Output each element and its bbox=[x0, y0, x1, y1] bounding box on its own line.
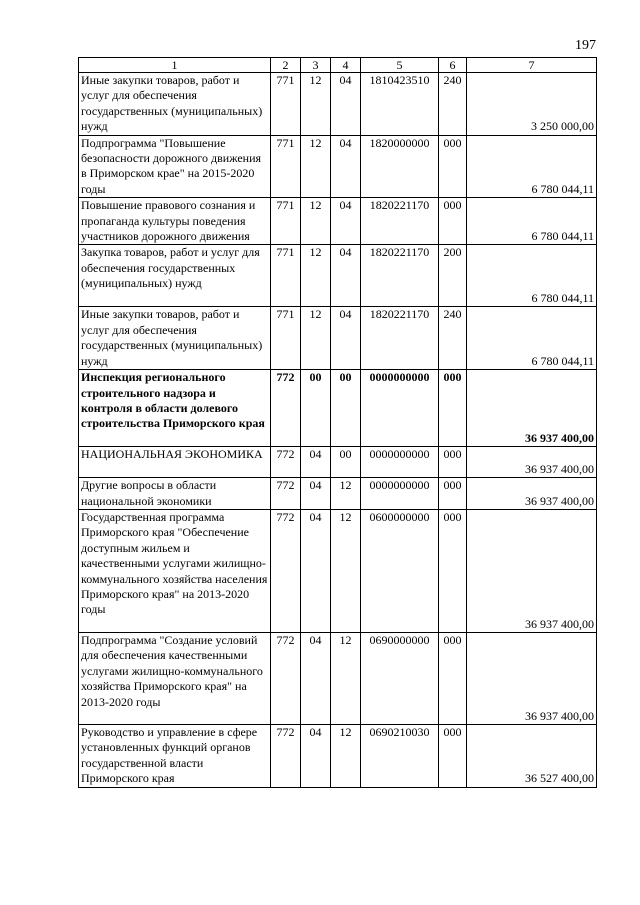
row-amount-cell: 36 527 400,00 bbox=[467, 724, 597, 787]
table-row bbox=[79, 307, 597, 370]
header-col-2: 2 bbox=[271, 58, 301, 73]
row-name-cell: НАЦИОНАЛЬНАЯ ЭКОНОМИКА bbox=[79, 447, 271, 478]
table-row bbox=[79, 509, 597, 632]
row-col2-cell: 772 bbox=[271, 509, 301, 632]
row-name-cell: Другие вопросы в области национальной экономики bbox=[79, 478, 271, 510]
table-row bbox=[79, 245, 597, 307]
row-col5-cell: 0600000000 bbox=[361, 509, 439, 632]
row-col3-cell: 12 bbox=[301, 245, 331, 307]
row-col5-cell: 0690210030 bbox=[361, 724, 439, 787]
header-col-3: 3 bbox=[301, 58, 331, 73]
row-col6-cell: 000 bbox=[439, 447, 467, 478]
table-row bbox=[79, 724, 597, 787]
row-col5-cell: 1820000000 bbox=[361, 135, 439, 198]
row-col4-cell: 12 bbox=[331, 478, 361, 510]
row-amount-cell: 6 780 044,11 bbox=[467, 198, 597, 245]
row-col2-cell: 771 bbox=[271, 73, 301, 136]
row-col6-cell: 000 bbox=[439, 370, 467, 447]
row-col6-cell: 240 bbox=[439, 73, 467, 136]
table-row bbox=[79, 135, 597, 198]
row-amount-cell: 36 937 400,00 bbox=[467, 509, 597, 632]
row-col3-cell: 12 bbox=[301, 198, 331, 245]
row-name-cell: Подпрограмма "Повышение безопасности дорожного движения в Приморском крае" на 2015-2020 годы bbox=[79, 135, 271, 198]
row-col4-cell: 00 bbox=[331, 370, 361, 447]
row-name-cell: Инспекция регионального строительного надзора и контроля в области долевого строительства Приморского края bbox=[79, 370, 271, 447]
row-col4-cell: 12 bbox=[331, 724, 361, 787]
row-col6-cell: 000 bbox=[439, 724, 467, 787]
row-col3-cell: 12 bbox=[301, 135, 331, 198]
header-col-5: 5 bbox=[361, 58, 439, 73]
header-col-6: 6 bbox=[439, 58, 467, 73]
row-amount-cell: 36 937 400,00 bbox=[467, 632, 597, 724]
row-col5-cell: 0000000000 bbox=[361, 478, 439, 510]
row-col5-cell: 0000000000 bbox=[361, 370, 439, 447]
row-col2-cell: 772 bbox=[271, 632, 301, 724]
table-row bbox=[79, 198, 597, 245]
row-col3-cell: 12 bbox=[301, 307, 331, 370]
row-col4-cell: 04 bbox=[331, 307, 361, 370]
header-col-4: 4 bbox=[331, 58, 361, 73]
row-amount-cell: 6 780 044,11 bbox=[467, 245, 597, 307]
row-col2-cell: 771 bbox=[271, 135, 301, 198]
row-col6-cell: 000 bbox=[439, 135, 467, 198]
row-col4-cell: 04 bbox=[331, 245, 361, 307]
table-row bbox=[79, 632, 597, 724]
row-col3-cell: 00 bbox=[301, 370, 331, 447]
row-col5-cell: 1820221170 bbox=[361, 307, 439, 370]
row-col5-cell: 1820221170 bbox=[361, 198, 439, 245]
row-amount-cell: 36 937 400,00 bbox=[467, 370, 597, 447]
row-col4-cell: 04 bbox=[331, 198, 361, 245]
row-name-cell: Иные закупки товаров, работ и услуг для обеспечения государственных (муниципальных) нужд bbox=[79, 307, 271, 370]
row-col2-cell: 772 bbox=[271, 447, 301, 478]
table-row bbox=[79, 370, 597, 447]
row-amount-cell: 36 937 400,00 bbox=[467, 478, 597, 510]
row-col5-cell: 0690000000 bbox=[361, 632, 439, 724]
row-name-cell: Государственная программа Приморского края "Обеспечение доступным жильем и качественными услугами жилищно-коммунального хозяйства населения Приморского края" на 2013-2020 годы bbox=[79, 509, 271, 632]
row-col4-cell: 04 bbox=[331, 73, 361, 136]
row-name-cell: Иные закупки товаров, работ и услуг для обеспечения государственных (муниципальных) нужд bbox=[79, 73, 271, 136]
row-col6-cell: 000 bbox=[439, 198, 467, 245]
row-amount-cell: 6 780 044,11 bbox=[467, 307, 597, 370]
row-name-cell: Подпрограмма "Создание условий для обеспечения качественными услугами жилищно-коммунального хозяйства Приморского края" на 2013-2020 годы bbox=[79, 632, 271, 724]
row-col3-cell: 04 bbox=[301, 724, 331, 787]
row-name-cell: Повышение правового сознания и пропаганда культуры поведения участников дорожного движения bbox=[79, 198, 271, 245]
row-col2-cell: 772 bbox=[271, 478, 301, 510]
row-col6-cell: 000 bbox=[439, 632, 467, 724]
row-col2-cell: 772 bbox=[271, 370, 301, 447]
row-amount-cell: 3 250 000,00 bbox=[467, 73, 597, 136]
row-col5-cell: 1810423510 bbox=[361, 73, 439, 136]
row-col2-cell: 771 bbox=[271, 245, 301, 307]
row-col4-cell: 12 bbox=[331, 509, 361, 632]
row-col6-cell: 000 bbox=[439, 478, 467, 510]
row-col2-cell: 771 bbox=[271, 307, 301, 370]
row-col6-cell: 200 bbox=[439, 245, 467, 307]
budget-table bbox=[78, 57, 597, 788]
table-row bbox=[79, 73, 597, 136]
row-col3-cell: 04 bbox=[301, 632, 331, 724]
table-body bbox=[79, 73, 597, 788]
row-name-cell: Закупка товаров, работ и услуг для обеспечения государственных (муниципальных) нужд bbox=[79, 245, 271, 307]
page-number: 197 bbox=[575, 38, 596, 53]
header-col-1: 1 bbox=[79, 58, 271, 73]
row-col4-cell: 00 bbox=[331, 447, 361, 478]
row-col4-cell: 12 bbox=[331, 632, 361, 724]
row-col2-cell: 772 bbox=[271, 724, 301, 787]
row-col3-cell: 04 bbox=[301, 447, 331, 478]
header-col-7: 7 bbox=[467, 58, 597, 73]
table-header-row bbox=[79, 58, 597, 73]
row-col3-cell: 04 bbox=[301, 509, 331, 632]
row-col6-cell: 000 bbox=[439, 509, 467, 632]
table-row bbox=[79, 447, 597, 478]
row-col2-cell: 771 bbox=[271, 198, 301, 245]
row-amount-cell: 6 780 044,11 bbox=[467, 135, 597, 198]
row-col3-cell: 04 bbox=[301, 478, 331, 510]
row-col6-cell: 240 bbox=[439, 307, 467, 370]
row-col3-cell: 12 bbox=[301, 73, 331, 136]
row-name-cell: Руководство и управление в сфере установленных функций органов государственной власти Приморского края bbox=[79, 724, 271, 787]
row-col5-cell: 0000000000 bbox=[361, 447, 439, 478]
row-amount-cell: 36 937 400,00 bbox=[467, 447, 597, 478]
row-col5-cell: 1820221170 bbox=[361, 245, 439, 307]
row-col4-cell: 04 bbox=[331, 135, 361, 198]
table-row bbox=[79, 478, 597, 510]
